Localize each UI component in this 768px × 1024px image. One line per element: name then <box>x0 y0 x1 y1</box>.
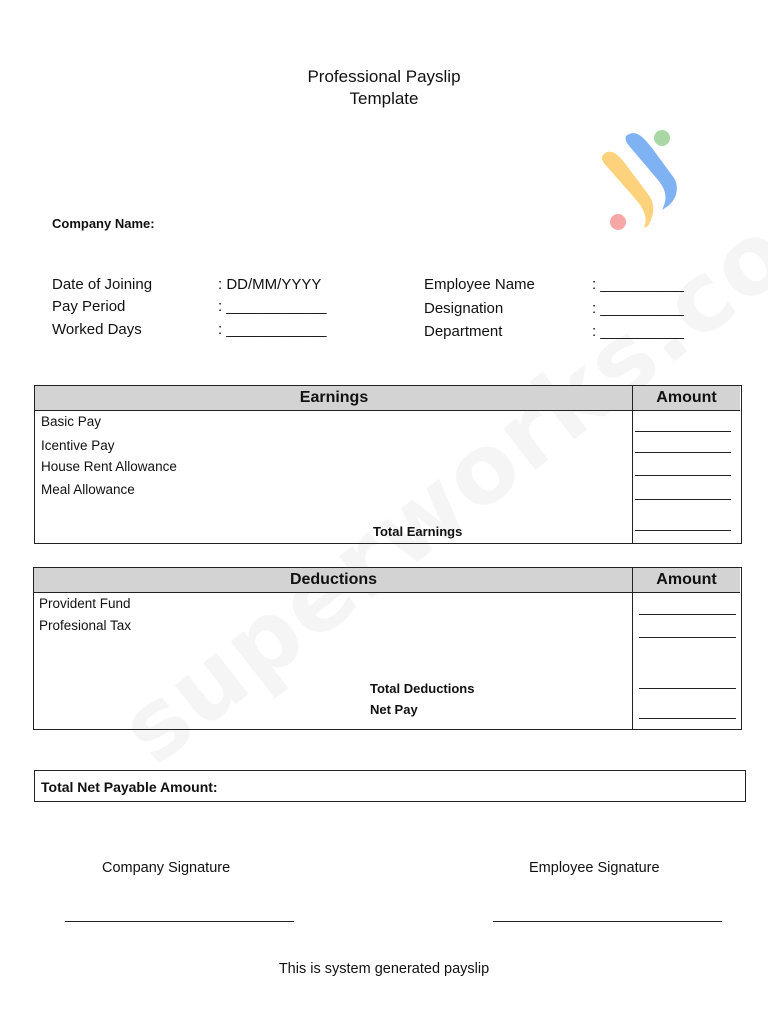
detail-label: Pay Period <box>52 298 126 315</box>
logo-pink-dot <box>610 214 626 230</box>
earnings-header: Earnings <box>35 386 633 411</box>
net-pay-label: Net Pay <box>370 702 418 717</box>
employee-details-left <box>52 276 352 346</box>
deductions-item: Provident Fund <box>39 596 131 611</box>
amount-blank-line <box>639 688 736 689</box>
column-divider <box>632 386 633 543</box>
detail-label: Date of Joining <box>52 276 153 293</box>
detail-label: Employee Name <box>424 276 535 293</box>
earnings-table <box>34 385 742 544</box>
amount-blank-line <box>635 475 731 476</box>
detail-value: : __________ <box>592 323 684 340</box>
title-line-1: Professional Payslip <box>307 67 461 86</box>
detail-value: : __________ <box>592 276 684 293</box>
detail-label: Designation <box>424 300 504 317</box>
employee-signature-label: Employee Signature <box>529 860 660 876</box>
earnings-item: House Rent Allowance <box>41 459 177 474</box>
amount-blank-line <box>635 499 731 500</box>
earnings-item: Meal Allowance <box>41 482 135 497</box>
company-signature-label: Company Signature <box>102 860 231 876</box>
amount-blank-line <box>639 637 736 638</box>
company-name-label: Company Name: <box>52 216 155 231</box>
detail-value: : __________ <box>592 300 684 317</box>
earnings-amount-header: Amount <box>633 386 740 411</box>
detail-value: : ____________ <box>218 321 327 338</box>
deductions-table <box>33 567 742 730</box>
deductions-item: Profesional Tax <box>39 618 132 633</box>
title-line-2: Template <box>349 89 419 108</box>
company-signature-line <box>65 921 294 922</box>
amount-blank-line <box>635 431 731 432</box>
employee-details-right <box>424 276 704 346</box>
total-deductions-label: Total Deductions <box>370 681 475 696</box>
page-title <box>0 66 768 110</box>
amount-blank-line <box>635 530 731 531</box>
earnings-item: Basic Pay <box>41 414 102 429</box>
company-logo-icon <box>596 128 686 232</box>
logo-blue-stroke <box>626 133 677 210</box>
logo-green-dot <box>654 130 670 146</box>
footer-note: This is system generated payslip <box>278 961 490 977</box>
employee-signature-line <box>493 921 722 922</box>
deductions-header: Deductions <box>34 568 633 593</box>
total-net-payable-box <box>34 770 746 802</box>
amount-blank-line <box>639 614 736 615</box>
amount-blank-line <box>639 718 736 719</box>
detail-value: : ____________ <box>218 298 327 315</box>
detail-label: Worked Days <box>52 321 142 338</box>
amount-blank-line <box>635 452 731 453</box>
total-net-payable-label: Total Net Payable Amount: <box>41 779 218 795</box>
total-earnings-label: Total Earnings <box>373 524 463 539</box>
deductions-amount-header: Amount <box>633 568 740 593</box>
column-divider <box>632 568 633 729</box>
detail-label: Department <box>424 323 503 340</box>
earnings-item: Icentive Pay <box>41 438 115 453</box>
detail-value: : DD/MM/YYYY <box>218 276 322 293</box>
